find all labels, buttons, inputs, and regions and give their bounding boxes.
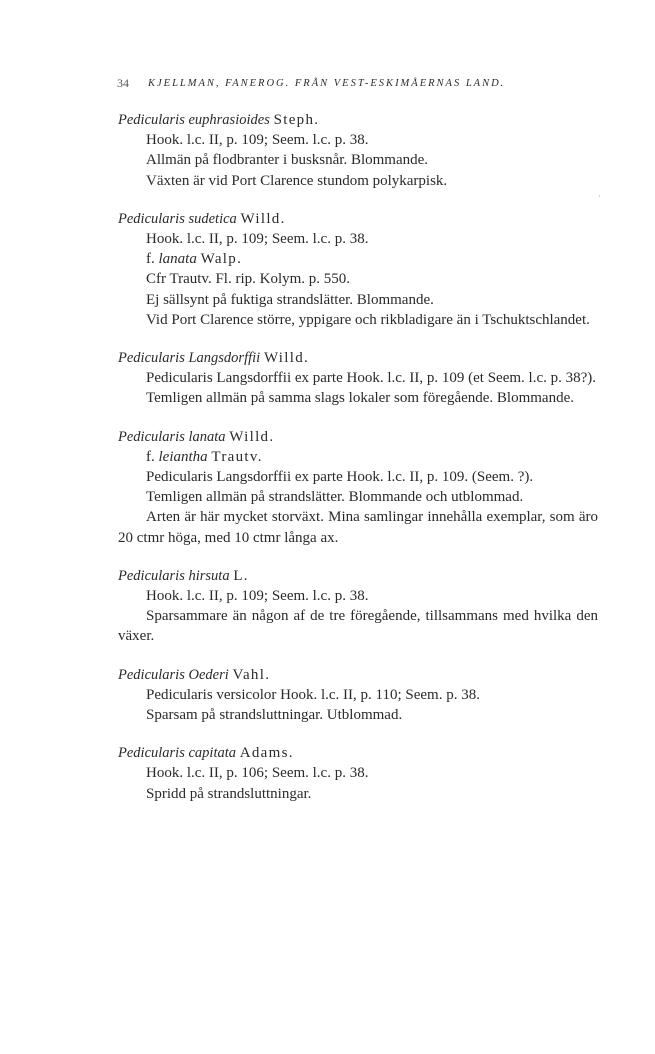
species-author: Willd. (240, 210, 286, 227)
form-prefix: f. (146, 251, 155, 268)
form-author: Walp. (200, 251, 243, 268)
reference-line: Hook. l.c. II, p. 109; Seem. l.c. p. 38. (146, 132, 369, 149)
reference-line: Hook. l.c. II, p. 109; Seem. l.c. p. 38. (146, 588, 369, 605)
form-name: lanata (158, 251, 197, 268)
species-heading (118, 743, 598, 763)
species-name: Pedicularis capitata (118, 745, 236, 762)
form-line (118, 447, 598, 467)
species-entry (118, 743, 598, 804)
reference-line: Pedicularis versicolor Hook. l.c. II, p. 110; Seem. p. 38. (146, 686, 480, 703)
text-line: Arten är här mycket storväxt. Mina samlingar innehålla exemplar, som äro 20 ctmr höga, med 10 ctmr långa ax. (118, 509, 598, 546)
text-line: Sparsam på strandsluttningar. Utblommad. (146, 707, 403, 724)
species-heading (118, 209, 598, 229)
stray-mark: · (598, 192, 601, 201)
species-name: Pedicularis Langsdorffii (118, 350, 261, 367)
species-author: Willd. (229, 428, 275, 445)
running-head: KJELLMAN, FANEROG. FRÅN VEST-ESKIMÅERNAS LAND. (148, 78, 506, 89)
species-name: Pedicularis euphrasioides (118, 112, 270, 128)
page-number: 34 (117, 76, 129, 90)
text-line: Allmän på flodbranter i busksnår. Blommande. (146, 152, 429, 169)
species-name: Pedicularis Oederi (118, 666, 229, 683)
text-line: Sparsammare än någon af de tre föregående, tillsammans med hvilka den växer. (118, 608, 598, 645)
text-line: Vid Port Clarence större, yppigare och rikbladigare än i Tschuktschlandet. (146, 311, 590, 328)
text-line: Temligen allmän på strandslätter. Blommande och utblommad. (146, 489, 524, 506)
species-author: Vahl. (232, 666, 271, 683)
form-name: leiantha (158, 448, 208, 465)
form-prefix: f. (146, 448, 155, 465)
species-heading (118, 427, 598, 447)
reference-line: Pedicularis Langsdorffii ex parte Hook. l.c. II, p. 109. (Seem. ?). (146, 469, 534, 486)
species-name: Pedicularis sudetica (118, 210, 237, 227)
species-author: Willd. (263, 350, 310, 367)
species-heading (118, 110, 598, 130)
species-entry (118, 209, 598, 330)
text-line: Ej sällsynt på fuktiga strandslätter. Blommande. (146, 291, 434, 308)
species-heading (118, 348, 598, 368)
species-author: Adams. (239, 745, 294, 762)
species-author: Steph. (273, 112, 320, 128)
species-heading (118, 566, 598, 586)
text-line: Spridd på strandsluttningar. (146, 785, 312, 802)
species-author: L. (233, 567, 249, 584)
species-heading (118, 665, 598, 685)
reference-line: Hook. l.c. II, p. 106; Seem. l.c. p. 38. (146, 765, 369, 782)
species-entry (118, 110, 598, 191)
reference-line: Hook. l.c. II, p. 109; Seem. l.c. p. 38. (146, 231, 369, 248)
species-entry (118, 665, 598, 726)
species-name: Pedicularis lanata (118, 428, 226, 445)
species-entry (118, 566, 598, 647)
body-text (118, 110, 598, 822)
species-entry (118, 427, 598, 548)
reference-line: Cfr Trautv. Fl. rip. Kolym. p. 550. (146, 271, 351, 288)
text-line: Temligen allmän på samma slags lokaler som föregående. Blommande. (146, 390, 574, 407)
form-author: Trautv. (211, 448, 263, 465)
species-name: Pedicularis hirsuta (118, 567, 230, 584)
text-line: Växten är vid Port Clarence stundom polykarpisk. (146, 172, 448, 189)
form-line (118, 249, 598, 269)
reference-line: Pedicularis Langsdorffii ex parte Hook. l.c. II, p. 109 (et Seem. l.c. p. 38?). (146, 370, 597, 387)
species-entry (118, 348, 598, 409)
